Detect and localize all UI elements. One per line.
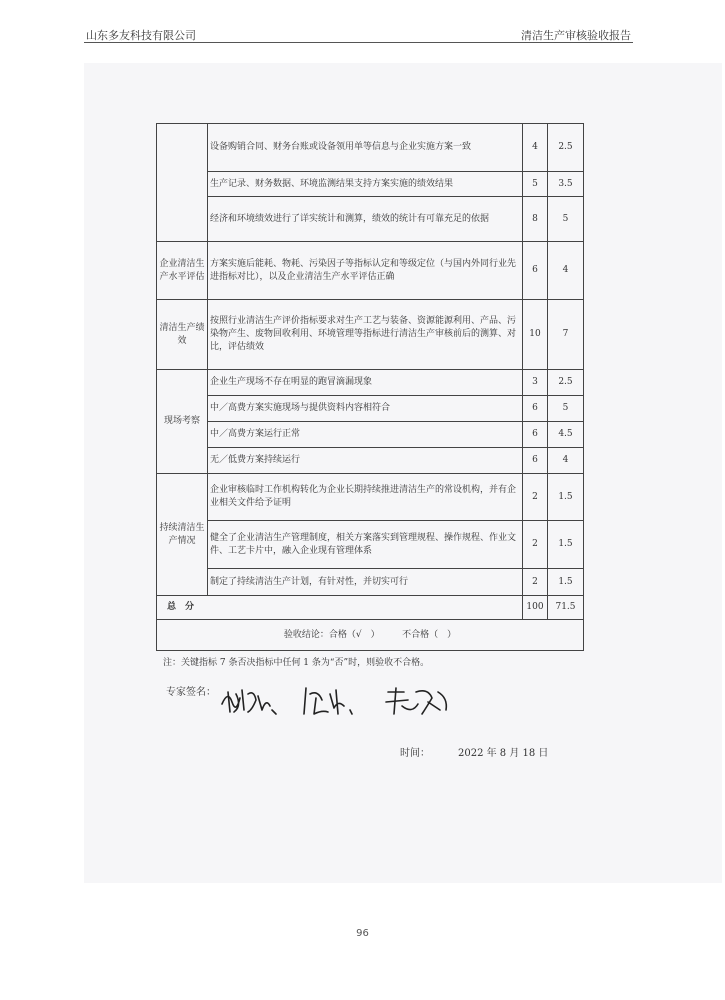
score-cell: 4 — [548, 242, 584, 300]
total-score: 71.5 — [548, 596, 584, 620]
full-score-cell: 6 — [523, 396, 548, 422]
total-full-score: 100 — [523, 596, 548, 620]
criterion-cell: 中／高费方案实施现场与提供资料内容相符合 — [208, 396, 523, 422]
handwritten-signature — [218, 680, 468, 720]
criterion-cell: 方案实施后能耗、物耗、污染因子等指标认定和等级定位（与国内外同行业先进指标对比），以及企业清洁生产水平评估正确 — [208, 242, 523, 300]
acceptance-score-table — [156, 123, 584, 651]
table-row — [157, 172, 584, 197]
category-cell: 现场考察 — [157, 370, 208, 474]
score-cell: 5 — [548, 197, 584, 242]
score-cell: 2.5 — [548, 370, 584, 396]
category-cell: 企业清洁生产水平评估 — [157, 242, 208, 300]
table-row — [157, 422, 584, 448]
criterion-cell: 企业审核临时工作机构转化为企业长期持续推进清洁生产的常设机构，并有企业相关文件给予证明 — [208, 474, 523, 521]
full-score-cell: 8 — [523, 197, 548, 242]
criterion-cell: 经济和环境绩效进行了详实统计和测算，绩效的统计有可靠充足的依据 — [208, 197, 523, 242]
table-row — [157, 521, 584, 569]
full-score-cell: 10 — [523, 300, 548, 370]
criterion-cell: 生产记录、财务数据、环境监测结果支持方案实施的绩效结果 — [208, 172, 523, 197]
table-row — [157, 300, 584, 370]
full-score-cell: 6 — [523, 422, 548, 448]
score-cell: 7 — [548, 300, 584, 370]
date-value: 2022 年 8 月 18 日 — [458, 748, 549, 759]
score-cell: 4.5 — [548, 422, 584, 448]
table-row — [157, 396, 584, 422]
category-cell: 持续清洁生产情况 — [157, 474, 208, 596]
page-number: 96 — [356, 928, 369, 939]
table-row — [157, 448, 584, 474]
full-score-cell: 5 — [523, 172, 548, 197]
score-cell: 1.5 — [548, 474, 584, 521]
category-cell: 清洁生产绩效 — [157, 300, 208, 370]
score-cell: 4 — [548, 448, 584, 474]
conclusion-row — [157, 620, 584, 651]
full-score-cell: 2 — [523, 521, 548, 569]
signature-label: 专家签名： — [166, 687, 216, 698]
table-row — [157, 474, 584, 521]
criterion-cell: 健全了企业清洁生产管理制度，相关方案落实到管理规程、操作规程、作业文件、工艺卡片中，融入企业现有管理体系 — [208, 521, 523, 569]
table-row — [157, 197, 584, 242]
full-score-cell: 4 — [523, 124, 548, 172]
table-row — [157, 242, 584, 300]
table-row — [157, 569, 584, 596]
full-score-cell: 6 — [523, 448, 548, 474]
veto-note: 注：关键指标 7 条否决指标中任何 1 条为“否”时，则验收不合格。 — [163, 658, 430, 668]
score-cell: 2.5 — [548, 124, 584, 172]
full-score-cell: 3 — [523, 370, 548, 396]
acceptance-conclusion: 验收结论：合格（√ ） 不合格（ ） — [157, 620, 584, 651]
score-cell: 1.5 — [548, 569, 584, 596]
report-title: 清洁生产审核验收报告 — [521, 29, 631, 42]
criterion-cell: 设备购销合同、财务台账或设备领用单等信息与企业实施方案一致 — [208, 124, 523, 172]
company-name: 山东多友科技有限公司 — [86, 29, 196, 42]
date-label: 时间： — [400, 748, 430, 759]
full-score-cell: 2 — [523, 569, 548, 596]
table-row — [157, 124, 584, 172]
full-score-cell: 2 — [523, 474, 548, 521]
page-header — [0, 0, 725, 44]
criterion-cell: 中／高费方案运行正常 — [208, 422, 523, 448]
criterion-cell: 制定了持续清洁生产计划，有针对性，并切实可行 — [208, 569, 523, 596]
category-cell — [157, 124, 208, 242]
table-row — [157, 370, 584, 396]
score-cell: 5 — [548, 396, 584, 422]
header-divider — [84, 42, 633, 43]
full-score-cell: 6 — [523, 242, 548, 300]
criterion-cell: 无／低费方案持续运行 — [208, 448, 523, 474]
total-label: 总 分 — [157, 596, 523, 620]
score-cell: 1.5 — [548, 521, 584, 569]
criterion-cell: 按照行业清洁生产评价指标要求对生产工艺与装备、资源能源利用、产品、污染物产生、废物回收利用、环境管理等指标进行清洁生产审核前后的测算、对比，评估绩效 — [208, 300, 523, 370]
criterion-cell: 企业生产现场不存在明显的跑冒滴漏现象 — [208, 370, 523, 396]
total-row — [157, 596, 584, 620]
score-cell: 3.5 — [548, 172, 584, 197]
